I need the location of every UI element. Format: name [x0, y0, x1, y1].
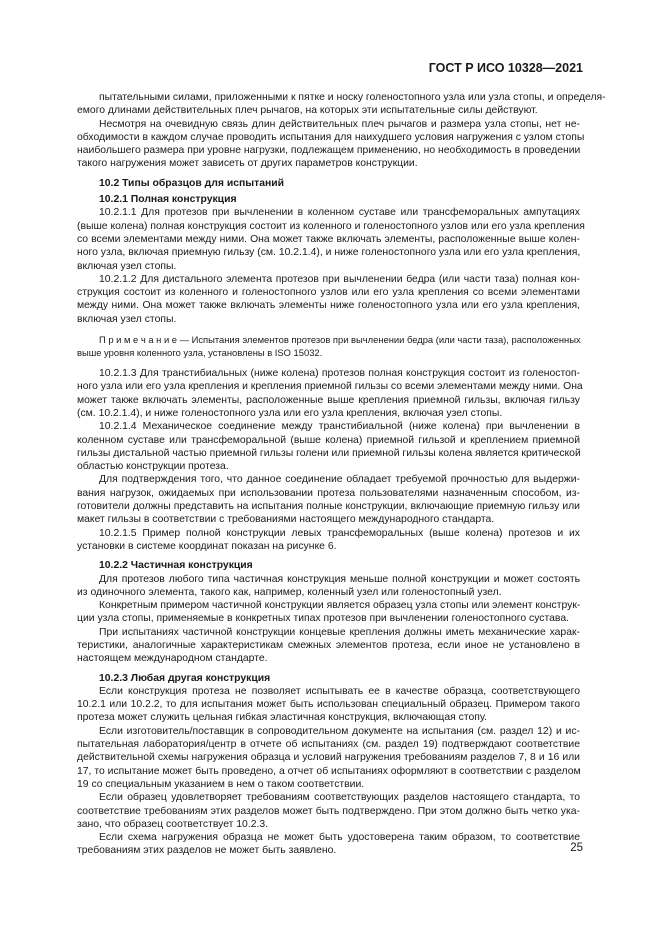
text-line: Конкретным примером частичной конструкции является образец узла стопы или элемент конструк-	[99, 600, 581, 612]
paragraph	[77, 473, 580, 526]
text-line: пытательными силами, приложенными к пятке и носку голеностопного узла или узла стопы, и определя-	[99, 92, 606, 103]
paragraph	[77, 725, 580, 791]
text-line: действительной схемы нагружения образца и условий нагружения требованиям разделов 7, 8 и 16 или	[77, 752, 580, 764]
paragraph	[77, 573, 580, 600]
text-line: со всеми элементами между ними. Она может также включать элементы, расположенные выше колен-	[77, 233, 580, 245]
text-line: требованиям этих разделов не может быть заявлено.	[77, 845, 337, 857]
text-line: 10.2.1 или 10.2.2, то для испытания может быть использован специальный образец. Примером такого	[77, 699, 580, 711]
text-line: включая узел стопы.	[77, 313, 177, 325]
text-line: гильзы дистальной частью приемной гильзы голени или приемной гильзы колена является критической	[77, 447, 581, 459]
text-line: коленном суставе или трансфеморальной (выше колена) приемной гильзой и креплением приемной	[77, 434, 580, 446]
text-line: из одиночного элемента, такого как, например, коленный узел или голеностопный узел.	[77, 586, 502, 598]
text-line: 19 со специальным указанием в нем о таком соответствии.	[77, 778, 365, 790]
paragraph	[77, 273, 580, 326]
page-number: 25	[570, 842, 583, 854]
text-line: Несмотря на очевидную связь длин действительных плеч рычагов и размера узла стопы, нет не-	[99, 118, 580, 130]
text-line: 10.2.1 Полная конструкция	[99, 194, 237, 206]
paragraph	[77, 626, 580, 666]
text-line: 10.2.1.2 Для дистального элемента протезов при вычленении бедра (или части таза) полная кон-	[99, 273, 580, 285]
text-line: 10.2.1.1 Для протезов при вычленении в коленном суставе или трансфеморальных ампутациях	[99, 207, 580, 219]
section-heading	[77, 177, 580, 190]
text-line: пытательная лаборатория/центр в отчете об испытаниях (см. раздел 19) подтверждают соответствие	[77, 739, 580, 751]
text-line: между ними. Она может также включать элементы ниже голеностопного узла или его узла крепления,	[77, 300, 580, 312]
paragraph	[77, 791, 580, 831]
paragraph	[77, 91, 606, 118]
text-line: 17, то испытание может быть проведено, а отчет об испытаниях оформляют в соответствии с разделом	[77, 765, 581, 777]
text-line: 10.2.1.4 Механическое соединение между транстибиальной (ниже колена) при вычленении в	[99, 421, 580, 433]
text-line: (выше колена) полная конструкция состоит из коленного и голеностопного узлов или его узла крепления	[77, 220, 585, 232]
text-line: областью конструкции протеза.	[77, 461, 229, 473]
text-line: обходимости в каждом случае проводить испытания для наихудшего условия нагружения с узлом стопы	[77, 131, 585, 143]
text-line: настоящем международном стандарте.	[77, 653, 268, 665]
paragraph	[77, 685, 580, 725]
text-line: зано, что образец соответствует 10.2.3.	[77, 818, 269, 830]
text-line: 10.2.2 Частичная конструкция	[99, 560, 253, 572]
text-line: соответствие требованиям этих разделов может быть подтверждено. При этом должно быть четко ука-	[77, 805, 580, 817]
text-line: может также включать элементы, расположенные выше крепления приемной гильзы, включая гильзу	[77, 394, 580, 406]
text-line: вания нагрузок, ожидаемых при использовании протеза пользователями назначенным способом, из-	[77, 487, 580, 499]
text-line: (см. 10.2.1.4), и ниже голеностопного узла или его узла крепления, включая узел стопы.	[77, 407, 503, 419]
text-line: 10.2.1.3 Для транстибиальных (ниже колена) протезов полная конструкция состоит из голеностоп-	[99, 368, 580, 380]
text-line: Если конструкция протеза не позволяет испытывать ее в качестве образца, соответствующего	[99, 685, 580, 697]
note-paragraph	[77, 334, 580, 359]
text-line: готовители должны представить на испытания полные конструкции, включающие приемную гильзу или	[77, 501, 580, 513]
text-line: выше уровня коленного узла, установлены в ISO 15032.	[77, 346, 323, 358]
document-body	[77, 91, 606, 858]
section-heading	[77, 559, 580, 572]
text-line: ного узла или его узла крепления и крепления приемной гильзы со всеми элементами между ними. Она	[77, 381, 583, 393]
paragraph	[77, 206, 585, 272]
text-line: П р и м е ч а н и е — Испытания элементов протезов при вычленении бедра (или части таза), расположенных	[99, 334, 581, 346]
paragraph	[77, 599, 580, 626]
section-heading	[77, 193, 580, 206]
text-line: 10.2.3 Любая другая конструкция	[99, 672, 271, 684]
text-line: емого длинами действительных плеч рычагов, на которых эти испытательные силы действуют.	[77, 105, 538, 117]
paragraph	[77, 420, 580, 473]
text-line: струкция состоит из коленного и голеностопного узлов или его узла крепления со всеми элементами	[77, 287, 580, 299]
text-line: включая узел стопы.	[77, 260, 177, 272]
text-line: 10.2.1.5 Пример полной конструкции левых трансфеморальных (выше колена) протезов и их	[99, 527, 580, 539]
text-line: ции узла стопы, применяемые в конкретных типах протезов при вычленении голеностопного сустава.	[77, 613, 569, 625]
text-line: При испытаниях частичной конструкции концевые крепления должны иметь механические харак-	[99, 626, 580, 638]
paragraph	[77, 527, 580, 554]
paragraph	[77, 118, 585, 171]
text-line: Если изготовитель/поставщик в сопроводительном документе на испытания (см. раздел 12) и ис-	[99, 725, 580, 737]
text-line: 10.2 Типы образцов для испытаний	[99, 177, 285, 189]
text-line: наибольшего размера при уровне нагрузки, подлежащем применению, но необходимость в проведении	[77, 145, 581, 157]
text-line: установки в системе координат показан на рисунке 6.	[77, 540, 337, 552]
document-header: ГОСТ Р ИСО 10328—2021	[428, 61, 583, 75]
paragraph	[77, 367, 583, 420]
text-line: Для подтверждения того, что данное соединение обладает требуемой прочностью для выдержи-	[99, 474, 580, 486]
text-line: теристики, аналогичные характеристикам смежных элементов протеза, если иное не установлено в	[77, 639, 580, 651]
text-line: протеза может служить цельная гибкая эластичная конструкция, включающая стопу.	[77, 712, 487, 724]
section-heading	[77, 672, 580, 685]
text-line: Если схема нагружения образца не может быть удостоверена таким образом, то соответствие	[99, 832, 580, 844]
text-line: ного узла, включая приемную гильзу (см. 10.2.1.4), и ниже голеностопного узла или его узла крепления,	[77, 247, 581, 259]
text-line: такого нагружения может зависеть от других параметров конструкции.	[77, 158, 418, 170]
paragraph	[77, 831, 580, 858]
text-line: Для протезов любого типа частичная конструкция меньше полной конструкции и может состоять	[99, 573, 580, 585]
text-line: Если образец удовлетворяет требованиям соответствующих разделов настоящего стандарта, то	[99, 792, 580, 804]
text-line: макет гильзы в соответствии с требованиями настоящего международного стандарта.	[77, 514, 495, 526]
